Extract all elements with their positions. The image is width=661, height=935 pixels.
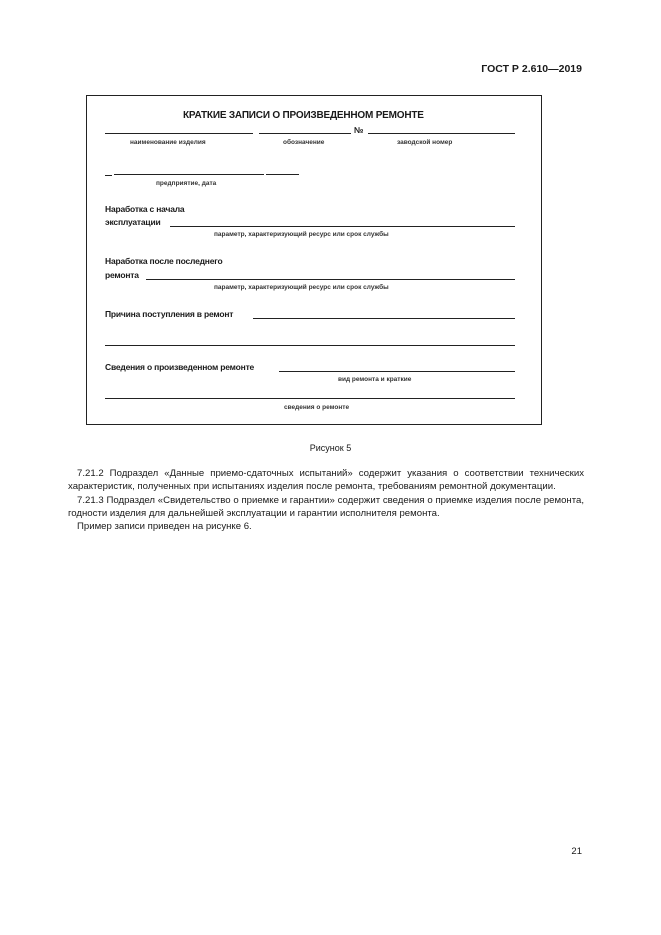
runtime-start-line bbox=[170, 226, 515, 227]
serial-number-line bbox=[368, 133, 515, 134]
label-runtime-last-1: Наработка после последнего bbox=[105, 256, 223, 266]
repair-info-line-2 bbox=[105, 398, 515, 399]
page-number: 21 bbox=[571, 846, 582, 857]
caption-serial-number: заводской номер bbox=[397, 139, 453, 146]
document-header: ГОСТ Р 2.610—2019 bbox=[481, 63, 582, 75]
paragraph: 7.21.2 Подраздел «Данные приемо-сдаточных испытаний» содержит указания о соответствии технических характеристик, полученных при испытаниях изделия после ремонта, требованиям ремонтной документации. bbox=[68, 468, 584, 493]
paragraph: 7.21.3 Подраздел «Свидетельство о приемке и гарантии» содержит сведения о приемке изделия после ремонта, годности изделия для дальнейшей эксплуатации и гарантии исполнителя ремонта. bbox=[68, 494, 584, 519]
runtime-last-line bbox=[146, 279, 515, 280]
label-runtime-start-2: эксплуатации bbox=[105, 217, 161, 227]
caption-designation: обозначение bbox=[283, 139, 325, 146]
label-runtime-last-2: ремонта bbox=[105, 270, 139, 280]
caption-enterprise-date: предприятие, дата bbox=[156, 180, 217, 187]
paragraph: Пример записи приведен на рисунке 6. bbox=[77, 521, 252, 533]
enterprise-line-stub bbox=[105, 175, 112, 176]
reason-line-2 bbox=[105, 345, 515, 346]
number-sign: № bbox=[354, 125, 364, 135]
caption-parameter-1: параметр, характеризующий ресурс или срок службы bbox=[214, 231, 389, 238]
caption-repair-type: вид ремонта и краткие bbox=[338, 376, 412, 383]
caption-parameter-2: параметр, характеризующий ресурс или срок службы bbox=[214, 284, 389, 291]
caption-product-name: наименование изделия bbox=[130, 139, 206, 146]
figure-caption: Рисунок 5 bbox=[309, 443, 352, 453]
product-name-line bbox=[105, 133, 253, 134]
caption-repair-info: сведения о ремонте bbox=[284, 404, 350, 411]
enterprise-line bbox=[114, 174, 264, 175]
label-runtime-start-1: Наработка с начала bbox=[105, 204, 185, 214]
body-text bbox=[68, 467, 584, 533]
form-title: КРАТКИЕ ЗАПИСИ О ПРОИЗВЕДЕННОМ РЕМОНТЕ bbox=[183, 110, 424, 121]
repair-info-line bbox=[279, 371, 515, 372]
label-reason: Причина поступления в ремонт bbox=[105, 309, 234, 319]
date-line bbox=[266, 174, 299, 175]
reason-line bbox=[253, 318, 515, 319]
label-repair-info: Сведения о произведенном ремонте bbox=[105, 362, 255, 372]
designation-line bbox=[259, 133, 351, 134]
